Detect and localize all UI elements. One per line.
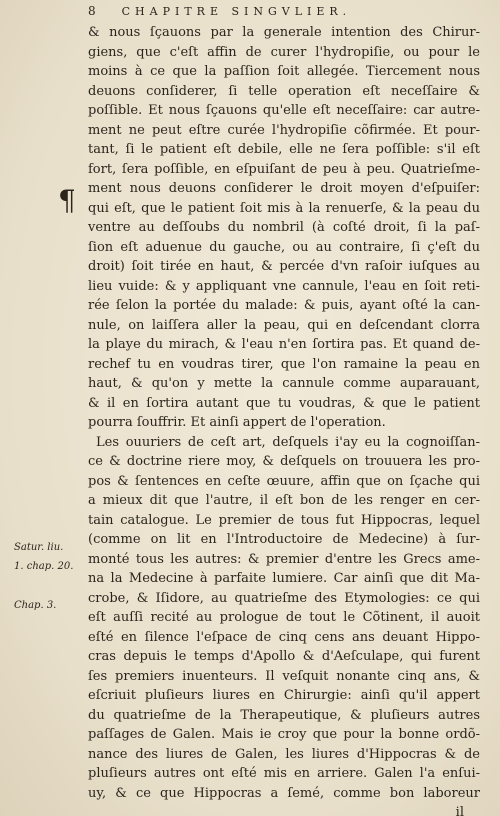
text-line: ventre au deſſoubs du nombril (à coſté droit, ſi la paſ-	[88, 220, 480, 235]
text-line: & il en ſortira autant que tu voudras, & que le patient	[88, 395, 480, 411]
text-line: moins à ce que la paſſion ſoit allegée. Tiercement nous	[88, 64, 480, 79]
text-line: rée ſelon la portée du malade: & puis, ayant oſté la can-	[88, 298, 480, 313]
text-line: eſt auſſi recité au prologue de tout le Cõtinent, il auoit	[88, 610, 480, 625]
text-line: tain catalogue. Le premier de tous fut Hippocras, lequel	[88, 512, 480, 528]
text-line: cras depuis le temps d'Apollo & d'Aeſculape, qui furent	[88, 649, 480, 664]
text-line: a mieux dit que l'autre, il eſt bon de les renger en cer-	[88, 493, 480, 508]
text-line: & nous ſçauons par la generale intention des Chirur-	[88, 25, 480, 40]
running-title: CHAPITRE SINGVLIER.	[121, 5, 352, 18]
text-line: pourra ſouffrir. Et ainſi appert de l'operation.	[88, 415, 386, 430]
text-line: giens, que c'eſt affin de curer l'hydropiſie, ou pour le	[88, 44, 480, 60]
text-line: haut, & qu'on y mette la cannule comme auparauant,	[88, 376, 480, 391]
text-line: eſté en ſilence l'eſpace de cinq cens ans deuant Hippo-	[88, 629, 480, 645]
text-line: eſcriuit pluſieurs liures en Chirurgie: ainſi qu'il appert	[88, 688, 480, 703]
text-line: ment ne peut eſtre curée l'hydropiſie cõfirmée. Et pour-	[88, 122, 480, 138]
text-line: rechef tu en voudras tirer, que l'on ramaine la peau en	[88, 356, 480, 372]
text-line: tant, ſi le patient eſt debile, elle ne ſera poſſible: s'il eſt	[88, 142, 480, 157]
text-line: ſion eſt aduenue du gauche, ou au contraire, ſi ç'eſt du	[88, 239, 480, 255]
margin-note-satur: Satur. liu.	[14, 542, 64, 553]
text-line: du quatrieſme de la Therapeutique, & pluſieurs autres	[88, 707, 480, 723]
text-line: paſſages de Galen. Mais ie croy que pour la bonne ordõ-	[88, 727, 480, 742]
text-line: ment nous deuons conſiderer le droit moyen d'eſpuiſer:	[88, 181, 480, 196]
text-line: nance des liures de Galen, les liures d'Hippocras & de	[88, 746, 480, 762]
catchword: il	[455, 805, 464, 816]
text-line: monté tous les autres: & premier d'entre les Grecs ame-	[88, 551, 480, 567]
text-line: deuons conſiderer, ſi telle operation eſt neceſſaire &	[88, 83, 480, 99]
text-line: ce & doctrine riere moy, & deſquels on trouuera les pro-	[88, 454, 480, 469]
text-line: fort, ſera poſſible, en eſpuiſant de peu à peu. Quatrieſme-	[88, 161, 480, 177]
page-number: 8	[88, 4, 96, 18]
text-line: pluſieurs autres ont eſté mis en arriere. Galen l'a enſui-	[88, 766, 480, 781]
text-line: na la Medecine à parfaite lumiere. Car ainſi que dit Ma-	[88, 571, 480, 586]
text-line: pos & ſentences en ceſte œuure, affin que on ſçache qui	[88, 473, 480, 489]
text-line: crobe, & Iſidore, au quatrieſme des Etymologies: ce qui	[88, 590, 480, 606]
text-line: Les ouuriers de ceſt art, deſquels i'ay eu la cognoiſſan-	[96, 434, 480, 450]
text-body	[88, 23, 480, 816]
text-line: droit) ſoit tirée en haut, & percée d'vn raſoir iuſques au	[88, 259, 480, 274]
text-line: nule, on laiſſera aller la peau, qui en deſcendant clorra	[88, 317, 480, 333]
text-line: uy, & ce que Hippocras a ſemé, comme bon laboreur	[88, 785, 480, 801]
text-line: ſes premiers inuenteurs. Il veſquit nonante cinq ans, &	[88, 668, 480, 684]
margin-note-chap-20: 1. chap. 20.	[14, 561, 74, 572]
text-line: qui eſt, que le patient ſoit mis à la renuerſe, & la peau du	[88, 200, 480, 216]
text-line: poſſible. Et nous ſçauons qu'elle eſt neceſſaire: car autre-	[88, 103, 480, 118]
running-header	[88, 4, 482, 20]
text-line: (comme on lit en l'Introductoire de Medecine) à ſur-	[88, 532, 480, 547]
margin-note-chap-3: Chap. 3.	[14, 600, 57, 611]
text-line: lieu vuide: & y appliquant vne cannule, l'eau en ſoit reti-	[88, 278, 480, 294]
text-line: la playe du mirach, & l'eau n'en ſortira pas. Et quand de-	[88, 337, 480, 352]
pilcrow-mark: ¶	[58, 184, 76, 217]
